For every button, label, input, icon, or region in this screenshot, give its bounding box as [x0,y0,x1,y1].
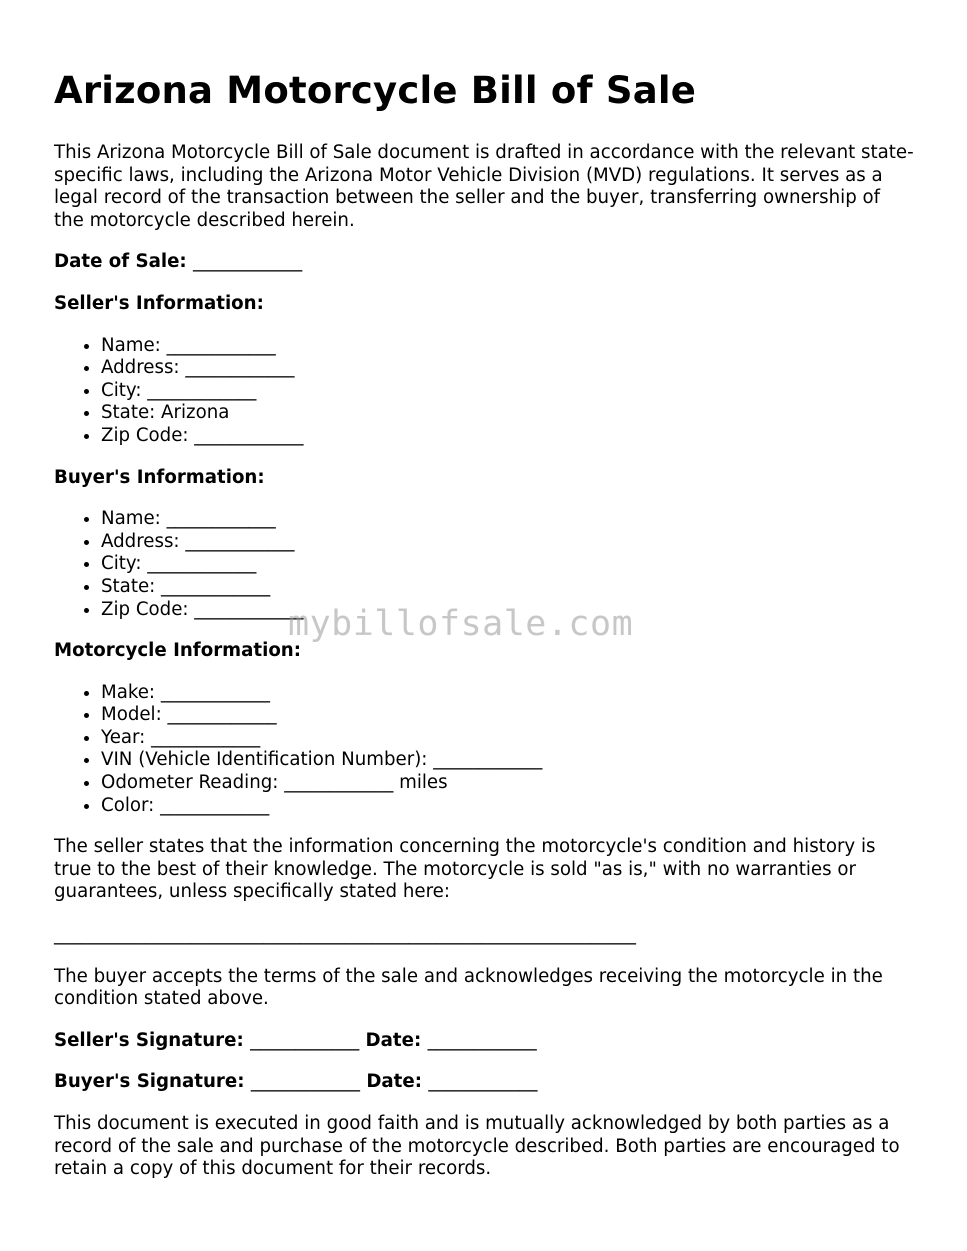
seller-state: • State: Arizona [101,402,914,425]
seller-signature-line [54,1030,914,1053]
buyer-acceptance: The buyer accepts the terms of the sale and acknowledges receiving the motorcycle in the condition stated above. [54,965,883,1010]
intro-paragraph: This Arizona Motorcycle Bill of Sale document is drafted in accordance with the relevant state-specific laws, including the Arizona Motor Vehicle Division (MVD) regulations. It serves as a legal record of the transaction between the seller and the buyer, transferring ownership of the motorcycle described herein. [54,142,914,231]
motorcycle-heading: Motorcycle Information: [54,640,302,662]
buyer-address: • Address: ____________ [101,531,914,554]
buyer-zip: • Zip Code: ____________ [101,599,914,622]
motorcycle-odometer: • Odometer Reading: ____________ miles [101,772,914,795]
seller-signature-blank: ____________ [250,1029,360,1051]
motorcycle-info-list [54,682,914,818]
seller-date-blank: ____________ [427,1029,537,1051]
buyer-city: • City: ____________ [101,553,914,576]
condition-statement: The seller states that the information concerning the motorcycle's condition and history is true to the best of their knowledge. The motorcycle is sold "as is," with no warranties or guarantees, unless specifically stated here: [54,836,876,903]
motorcycle-year: • Year: ____________ [101,727,914,750]
closing-paragraph: This document is executed in good faith and is mutually acknowledged by both parties as a record of the sale and purchase of the motorcycle described. Both parties are encouraged to retain a copy of this document for their records. [54,1113,900,1180]
date-of-sale-label: Date of Sale: [54,251,187,273]
buyer-date-label: Date: [366,1071,422,1093]
motorcycle-model: • Model: ____________ [101,704,914,727]
seller-info-list [54,335,914,448]
buyer-heading: Buyer's Information: [54,466,265,488]
seller-signature-label: Seller's Signature: [54,1029,244,1051]
buyer-signature-blank: ____________ [250,1071,360,1093]
buyer-signature-label: Buyer's Signature: [54,1071,245,1093]
buyer-name: • Name: ____________ [101,508,914,531]
buyer-signature-line [54,1071,914,1094]
date-of-sale [54,251,914,274]
watermark: mybillofsale.com [288,604,634,644]
seller-address: • Address: ____________ [101,357,914,380]
seller-heading: Seller's Information: [54,292,264,314]
seller-city: • City: ____________ [101,380,914,403]
motorcycle-make: • Make: ____________ [101,682,914,705]
seller-zip: • Zip Code: ____________ [101,425,914,448]
motorcycle-vin: • VIN (Vehicle Identification Number): ____________ [101,749,914,772]
date-of-sale-blank: ____________ [193,251,303,273]
condition-blank-line: ________________________________________________________________ [54,924,636,946]
page-title: Arizona Motorcycle Bill of Sale [54,69,697,112]
motorcycle-color: • Color: ____________ [101,795,914,818]
buyer-date-blank: ____________ [428,1071,538,1093]
seller-name: • Name: ____________ [101,335,914,358]
seller-date-label: Date: [365,1029,422,1051]
buyer-state: • State: ____________ [101,576,914,599]
